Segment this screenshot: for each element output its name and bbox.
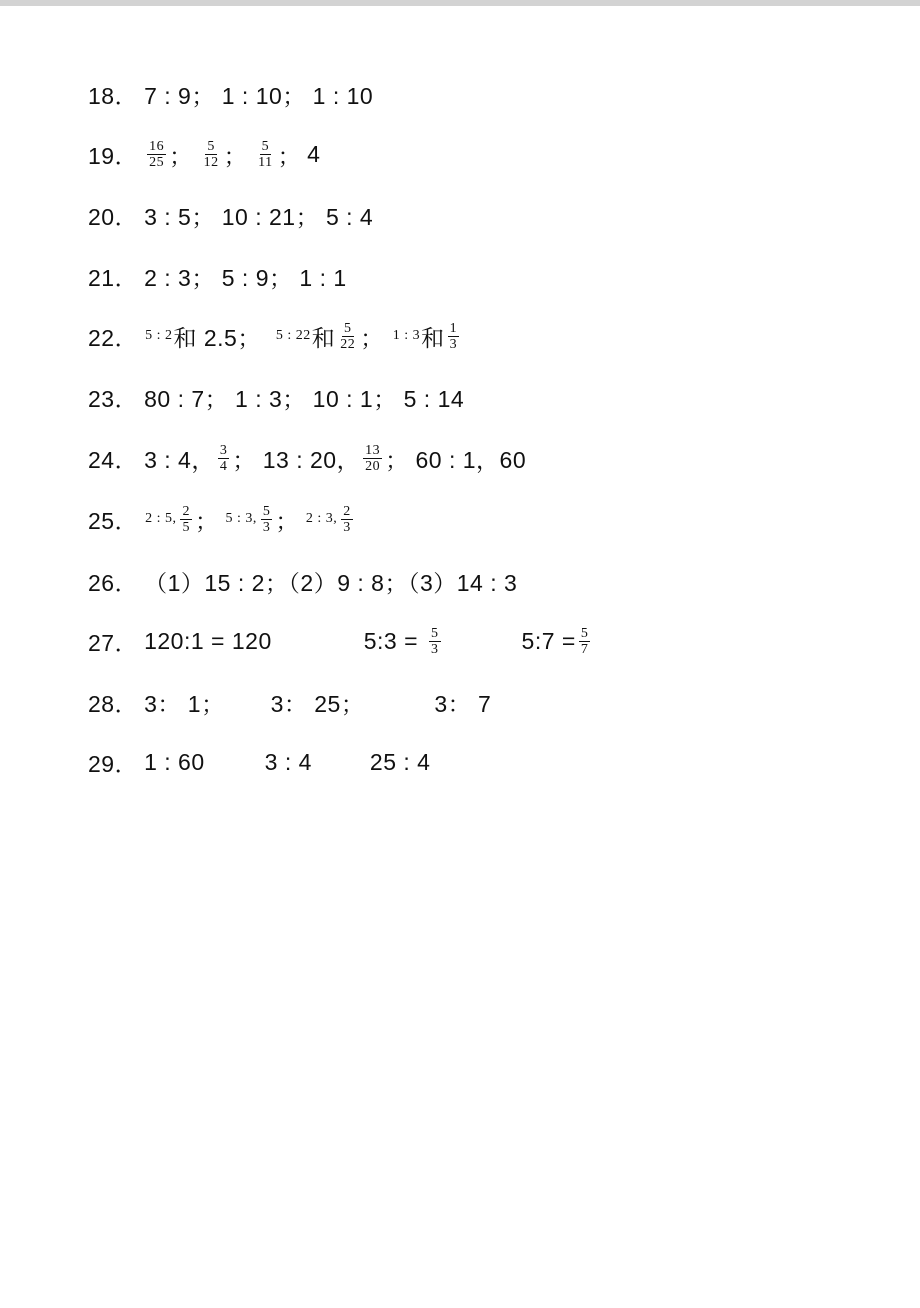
fraction: $\frac{1}{3}$ — [449, 320, 458, 352]
answer-text: ； 13 : 20， — [232, 446, 361, 473]
answer-18 — [88, 74, 373, 114]
answer-text: 7 : 9； 1 : 10； 1 : 10 — [144, 82, 374, 109]
answer-text: 25 : 4 — [369, 748, 431, 775]
answer-text: 120:1 = 120 — [144, 627, 272, 654]
fraction: $\frac{2}{3}$ — [343, 503, 351, 535]
fraction: $\frac{5}{7}$ — [580, 625, 589, 657]
answer-24 — [88, 438, 526, 478]
answer-text: ； — [360, 324, 384, 351]
answer-text: 3： 7 — [434, 690, 492, 717]
answer-text: （1）15 : 2；（2）9 : 8；（3）14 : 3 — [144, 569, 518, 596]
answer-26 — [88, 561, 517, 601]
fraction: $\frac{2}{5}$ — [182, 503, 190, 535]
answer-text: 4 — [307, 140, 321, 167]
answer-text: 和 2.5； — [173, 324, 261, 351]
top-strip — [0, 0, 920, 6]
answer-number: 22． — [88, 324, 139, 351]
fraction: $\frac{16}{25}$ — [149, 138, 165, 170]
answer-number: 29． — [88, 750, 139, 777]
answer-number: 25． — [88, 507, 139, 534]
ratio: 5 : 22 — [275, 328, 311, 343]
answer-number: 23． — [88, 385, 139, 412]
answer-number: 24． — [88, 446, 139, 473]
fraction: $\frac{5}{3}$ — [262, 503, 271, 535]
answer-text: 和 — [421, 324, 445, 351]
answer-text: 和 — [311, 324, 336, 351]
ratio: 2 : 3, — [305, 511, 338, 526]
answer-20 — [88, 195, 373, 235]
fraction: $\frac{3}{4}$ — [219, 442, 228, 474]
fraction: $\frac{5}{12}$ — [203, 138, 219, 170]
answer-number: 20． — [88, 203, 139, 230]
answer-text: 5:3 = — [363, 627, 419, 654]
answer-text: 3 : 5； 10 : 21； 5 : 4 — [144, 203, 374, 230]
answer-text: 3： 25； — [270, 690, 365, 717]
answer-text: 3 : 4， — [144, 446, 215, 473]
fraction: $\frac{5}{22}$ — [340, 320, 356, 352]
fraction: $\frac{5}{11}$ — [258, 138, 273, 170]
ratio: 5 : 3, — [225, 511, 257, 526]
answer-text: 1 : 60 — [144, 748, 205, 775]
answer-23 — [88, 377, 464, 417]
answer-22 — [88, 316, 462, 356]
fraction: $\frac{5}{3}$ — [431, 625, 439, 657]
fraction: $\frac{13}{20}$ — [365, 442, 381, 474]
answer-number: 26． — [88, 569, 139, 596]
answer-text: 2 : 3； 5 : 9； 1 : 1 — [144, 264, 347, 291]
answer-text: 5:7 = — [521, 627, 576, 654]
answer-number: 18． — [88, 82, 139, 109]
answer-text: 80 : 7； 1 : 3； 10 : 1； 5 : 14 — [144, 385, 465, 412]
answer-number: 27． — [88, 629, 139, 656]
answer-25: 25． 2 : 5, $\frac{2}{5}$ ； 5 : 3, $\frac{5}{3}$ ； 2 : 3, $\frac{2}{3}$ — [88, 503, 351, 535]
ratio: 1 : 3 — [392, 328, 421, 343]
answer-text: 3 : 4 — [264, 748, 312, 775]
answer-number: 28． — [88, 690, 139, 717]
ratio: 5 : 2 — [145, 328, 173, 343]
answer-number: 19． — [88, 142, 139, 169]
answer-text: 3： 1； — [144, 690, 225, 717]
answer-text: ； 60 : 1，60 — [385, 446, 527, 473]
answer-19: 19． $\frac{16}{25}$ ； $\frac{5}{12}$ ； $\frac{5}{11}$ ； 4 — [88, 138, 321, 170]
answer-number: 21． — [88, 264, 139, 291]
answer-27 — [88, 621, 593, 661]
answer-21 — [88, 256, 347, 296]
answer-28 — [88, 682, 491, 722]
ratio: 2 : 5, — [145, 511, 177, 526]
answer-29 — [88, 742, 430, 782]
